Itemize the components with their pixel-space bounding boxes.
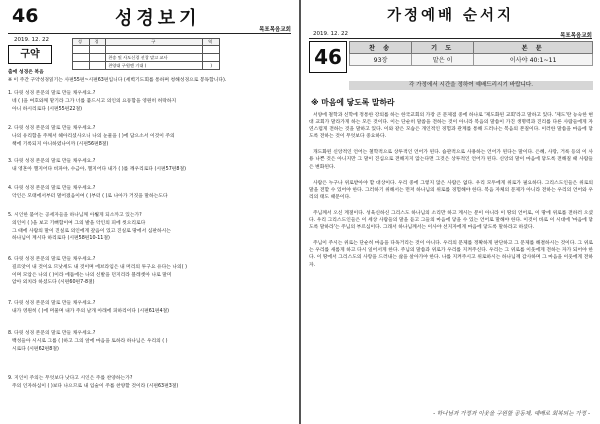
answer-line: 책에 기록되지 아니하였나이까 (시편56편8절) [12,141,109,147]
issue-number: 46 [12,5,39,27]
answer-line: 내 영혼아 깰지어다 비파야, 수금아, 깰지어다 내가 ( )를 깨우리로다 (시편57편8절) [12,166,186,172]
question-text: 7. 다윗 성경 본문의 말로 만들 채우세요.? [8,301,96,306]
paragraph: 서양에 철학과 신학에 정통한 강의를 하는 한국교회의 가장 큰 문제점 중에 하나로 '제도화된 교회'라고 말하고 있다. '제도'란 능숙한 현대 교회가 말라가게 하는 모든 것이다. 이는 단순히 말씀을 전하는 것이 아니라 복음의 말씀이 가진 생명력과 진리를 다른 사람들에게 자연스럽게 전하는 것을 말하고 있다. 이와 같은 모습은 개인적인 경험과 관계를 통해 드러나는 복음의 본질이다. 이러한 말씀을 마음에 닿도록 전하는 것이 무엇보다 중요하다. [309,113,593,140]
question-item [8,212,291,243]
table-header: 경 [89,39,106,46]
table-cell [89,62,106,70]
bible-study-panel [0,0,299,424]
question-item [8,375,291,391]
worship-order-table [349,41,593,66]
answer-line: 암아 외치라 하셨도다 (시편60편7-8절) [12,280,95,286]
date: 2019. 12. 22 [14,37,49,43]
question-text: 6. 다윗 성경 본문의 말로 만들 채우세요.? [8,257,96,262]
answer-line: 악인은 모태에서부터 멀어졌음이여 ( )부터 ( )로 나아가 거짓을 말하는도다 [12,193,168,199]
table-cell: 찬송 및 사도신경 선창 맡고 교사 [106,54,203,62]
table-cell [73,46,90,54]
footer-motto: - 하나님과 가정과 이웃을 구원할 공동체, 예배로 회복되는 가정 - [433,411,590,417]
question-item [8,330,291,353]
table-row [73,54,220,62]
table-cell: 찬양대 구원엔 기대 ( [106,62,203,70]
table-cell: ) [203,62,220,70]
question-item [8,256,291,287]
table-cell: 93장 [350,54,412,66]
header-rule [8,33,291,34]
section-subtitle: 출애 성경은 복음 [8,70,44,75]
table-header: 구 [106,39,203,46]
answer-line: 내가 영원히 ( )에 머물며 내가 주의 날개 아래에 피하리이다 (시편61편4절) [12,308,170,314]
service-table [72,38,220,70]
table-header-row [350,42,593,54]
header-rule [309,38,592,39]
table-row [350,54,593,66]
issue-number: 46 [309,41,347,73]
answer-line: 아니 하시리로다 (시편55편22절) [12,106,82,112]
answer-line: 시로다 (시편62편8절) [12,346,59,352]
question-text: 4. 다윗 성경 본문의 말로 만들 채우세요.? [8,186,96,191]
family-worship-panel [301,0,600,424]
table-cell: 이사야 40:1~11 [474,54,593,66]
answer-line: 하나님이 계시다 하리로다 (시편58편10-11절) [12,236,110,242]
table-cell [73,62,90,70]
table-row [73,46,220,54]
answer-line: 이며 모압은 나의 ( )이라 에돔에는 나의 신발을 던지리라 블레셋아 나로 말미 [12,272,172,278]
church-name: 목포목음교회 [259,27,291,33]
table-header: 역 [203,39,220,46]
notice-banner: 각 가정에서 시간을 정하여 예배드리시기 바랍니다. [349,81,593,90]
question-item [8,300,291,316]
question-text: 5. 시인한 불어는 공세자들을 하나님께 아뢸게 되소까고 있는가? [8,213,142,218]
answer-line: 의인이 ( )을 보고 기뻐함이여 그의 발을 악인의 피에 씻으리로다 [12,220,146,226]
answer-line: 그 때에 사람의 말이 진실로 의인에게 갚음이 있고 진실로 땅에서 심판하시는 [12,228,171,234]
table-header: 성 [73,39,90,46]
table-header-row [73,39,220,46]
answer-line: 나의 유리함을 주께서 헤아리셨사오니 나의 눈물을 ( )에 담으소서 이것이 주의 [12,133,175,139]
question-item [8,90,291,113]
page-title: 가정예배 순서지 [386,7,515,24]
table-cell [89,54,106,62]
church-name: 목포목음교회 [560,33,592,39]
paragraph: 개도화된 신앙적인 언어는 철학적으로 상투적인 언어가 된다. 습관적으로 사용하는 언어가 된다는 말이다. 은혜, 사랑, 거룩 등의 이 사용 나쁜 것은 아니지만 그 말이 진심으로 전해지지 않는다면 그것은 상투적인 언어가 된다. 신앙의 말이 마음에 닿도록 전해질 때 사람들은 변화된다. [309,150,593,170]
question-text: 1. 다윗 성경 본문의 말로 만들 채우세요.? [8,91,96,96]
answer-line: 백성들아 시시로 그를 ( )하고 그의 앞에 마음을 토하라 하나님은 우리의 ( ) [12,338,168,344]
table-header: 찬 송 [350,42,412,54]
table-cell: 맡은 이 [412,54,474,66]
section-label: 구약 [8,45,52,64]
paragraph: 주님이 주시는 위로는 단순히 마음을 다독거리는 것이 아니다. 우리의 문제를 정확하게 판단하고 그 문제를 해결하시는 것이다. 그 위로는 우리를 새롭게 하고 다시 일어서게 한다. 주님의 말씀과 위로가 우리를 지켜주신다. 우리는 그 위로를 이웃에게 전하는 자가 되어야 한다. 이 땅에서 그리스도의 사랑을 드러내는 삶을 살아가야 한다. 나를 지켜주시고 위로하시는 하나님께 감사하며 그 마음을 이웃에게 전하자. [309,241,593,268]
table-cell [89,46,106,54]
message-body [309,112,593,278]
paragraph: 사람은 누구나 위로받아야 할 대상이다. 우리 중에 그렇지 않은 사람은 없다. 우리 모두에게 위로가 필요하다. 그리스도인들은 위로의 말을 전할 수 있어야 한다. 그러하기 위해서는 먼저 하나님의 위로를 경험해야 한다. 복음 자체의 문제가 아니라 전하는 우리의 언어와 우리의 태도 때문이다. [309,180,593,200]
table-header: 본 문 [474,42,593,54]
answer-line: 네 ( )을 여호와께 맡기라 그가 너를 붙드시고 의인의 요동함을 영원히 허락하지 [12,98,177,104]
question-text: 8. 다윗 성경 본문의 말로 만들 채우세요.? [8,331,96,336]
intro-text: ※ 이 주간 구약성경읽기는 사편55편~시편63편입니다 (세벽기도회를 통하며 청해성경으로 봉독합니다). [8,78,227,83]
table-cell [73,54,90,62]
table-cell [203,46,220,54]
question-text: 2. 다윗 성경 본문의 말로 만들 채우세요.? [8,126,96,131]
paragraph: 주님께서 오신 계절이다. 성육신하신 그리스도 하나님의 소리만 하고 계시는 분이 아니라 이 땅의 언어로, 이 땅에 위로를 전하러 오셨다. 우리 그리스도인들은 이 세상 사람들의 말을 듣고 그들의 마음에 닿을 수 있는 언어로 말해야 한다. 이것이 바로 이 시대에 '마음에 닿도록 말하라'는 주님의 부르심이다. 그래서 하나님께서는 이사야 선지자에게 마음에 닿도록 말하라고 하셨다. [309,210,593,231]
question-item [8,185,291,201]
answer-line: 주의 인자하심이 ( )보다 나으므로 내 입술이 주를 찬양할 것이라 (시편63편3절) [12,383,179,389]
table-cell [106,46,203,54]
table-header: 기 도 [412,42,474,54]
page-title: 성경보기 [115,8,201,29]
date: 2019. 12. 22 [313,31,348,37]
question-text: 9. 지인이 주의는 무엇보다 낫다고 시인은 주를 찬양하는가? [8,376,133,381]
answer-line: 길르앗이 내 것이요 므낫세도 내 것이며 에브라임은 내 머리의 투구요 유다는 나의( ) [12,264,187,270]
table-cell [203,54,220,62]
question-item [8,158,291,174]
question-text: 3. 다윗 성경 본문의 말로 만들 채우세요.? [8,159,96,164]
table-row [73,62,220,70]
question-item [8,125,291,148]
message-title: ※ 마음에 닿도록 말하라 [311,98,395,107]
